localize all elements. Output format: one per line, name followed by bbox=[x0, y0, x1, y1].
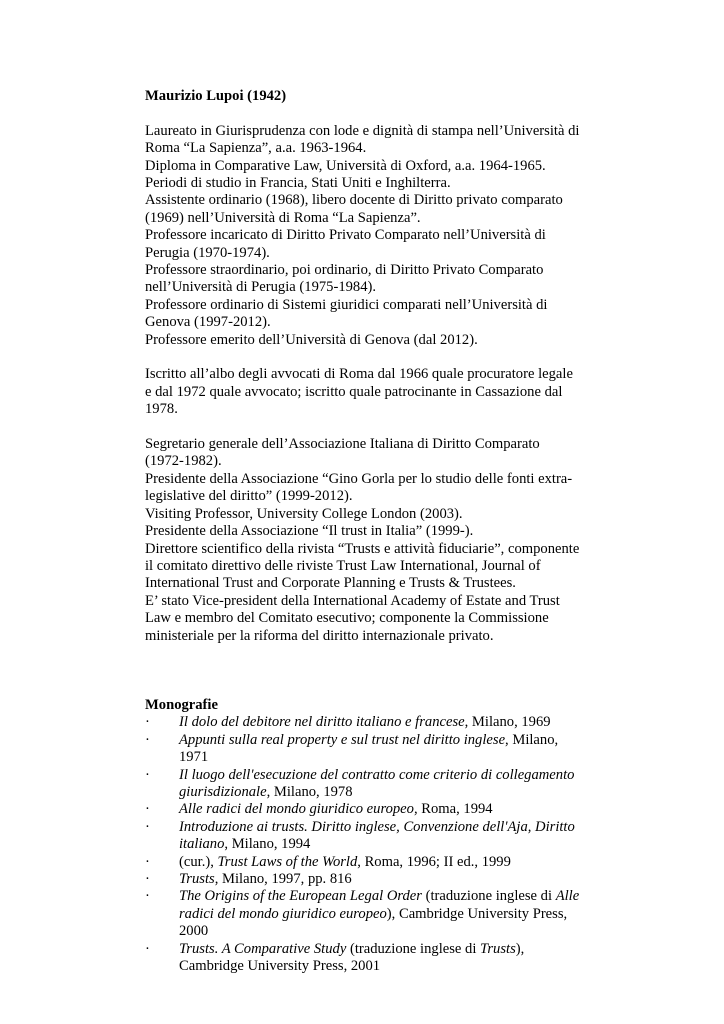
book-title: Trust Laws of the World bbox=[217, 853, 358, 870]
book-details: 1971 bbox=[179, 749, 209, 766]
list-item bbox=[145, 819, 595, 854]
education-career-paragraph bbox=[145, 123, 595, 349]
book-details: (traduzione inglese di bbox=[346, 940, 481, 957]
text-line: Presidente della Associazione “Il trust in Italia” (1999-). bbox=[145, 523, 474, 540]
text-line: Professore emerito dell’Università di Genova (dal 2012). bbox=[145, 331, 478, 348]
text-line: International Trust and Corporate Planning e Trusts & Trustees. bbox=[145, 575, 516, 592]
book-title: Alle bbox=[555, 888, 580, 905]
book-details: (traduzione inglese di bbox=[421, 888, 556, 905]
book-title: Il luogo dell'esecuzione del contratto come criterio di collegamento bbox=[179, 766, 575, 783]
text-line: Iscritto all’albo degli avvocati di Roma dal 1966 quale procuratore legale bbox=[145, 366, 573, 383]
bar-admission-paragraph bbox=[145, 366, 595, 418]
bullet-icon: · bbox=[145, 888, 150, 905]
text-line: Periodi di studio in Francia, Stati Uniti e Inghilterra. bbox=[145, 175, 451, 192]
book-details: , Roma, 1996; II ed., 1999 bbox=[357, 853, 511, 870]
text-line: Laureato in Giurisprudenza con lode e dignità di stampa nell’Università di bbox=[145, 122, 580, 139]
text-line: Genova (1997-2012). bbox=[145, 314, 271, 331]
book-details: , Milano, bbox=[505, 731, 559, 748]
bullet-icon: · bbox=[145, 940, 150, 957]
book-title: Trusts bbox=[179, 871, 215, 888]
text-line: Presidente della Associazione “Gino Gorla per lo studio delle fonti extra- bbox=[145, 470, 573, 487]
book-details: Cambridge University Press, 2001 bbox=[179, 958, 381, 975]
list-item bbox=[145, 767, 595, 802]
document-title: Maurizio Lupoi (1942) bbox=[145, 88, 287, 104]
text-line: Roma “La Sapienza”, a.a. 1963-1964. bbox=[145, 140, 367, 157]
text-line: Assistente ordinario (1968), libero docente di Diritto privato comparato bbox=[145, 192, 563, 209]
book-details: , Milano, 1969 bbox=[464, 714, 551, 731]
bullet-icon: · bbox=[145, 731, 150, 748]
document-page bbox=[145, 88, 595, 975]
list-item bbox=[145, 854, 595, 871]
bullet-icon: · bbox=[145, 801, 150, 818]
book-details: 2000 bbox=[179, 923, 209, 940]
book-title: Trusts. A Comparative Study bbox=[179, 940, 347, 957]
text-line: Professore straordinario, poi ordinario, di Diritto Privato Comparato bbox=[145, 262, 544, 279]
monografie-heading: Monografie bbox=[145, 696, 218, 713]
book-title: Il dolo del debitore nel diritto italiano e francese bbox=[179, 714, 465, 731]
text-line: nell’Università di Perugia (1975-1984). bbox=[145, 279, 377, 296]
book-title: The Origins of the European Legal Order bbox=[179, 888, 422, 905]
text-line: Perugia (1970-1974). bbox=[145, 244, 270, 261]
text-line: Direttore scientifico della rivista “Trusts e attività fiduciarie”, componente bbox=[145, 540, 580, 557]
book-title: Trusts bbox=[480, 940, 516, 957]
bullet-icon: · bbox=[145, 766, 150, 783]
book-prefix: (cur.), bbox=[179, 853, 218, 870]
book-details: , Milano, 1997, pp. 816 bbox=[214, 871, 352, 888]
book-details: , Milano, 1978 bbox=[266, 783, 353, 800]
text-line: Law e membro del Comitato esecutivo; componente la Commissione bbox=[145, 610, 549, 627]
book-title: Alle radici del mondo giuridico europeo bbox=[179, 801, 414, 818]
text-line: 1978. bbox=[145, 401, 178, 418]
text-line: legislative del diritto” (1999-2012). bbox=[145, 488, 353, 505]
book-title: giurisdizionale bbox=[179, 783, 267, 800]
text-line: (1969) nell’Università di Roma “La Sapienza”. bbox=[145, 209, 421, 226]
bullet-icon: · bbox=[145, 714, 150, 731]
list-item bbox=[145, 732, 595, 767]
bullet-icon: · bbox=[145, 818, 150, 835]
book-details: ), Cambridge University Press, bbox=[386, 905, 568, 922]
book-title: Introduzione ai trusts. Diritto inglese, Convenzione dell'Aja, Diritto bbox=[179, 818, 575, 835]
roles-paragraph bbox=[145, 436, 595, 645]
text-line: Segretario generale dell’Associazione Italiana di Diritto Comparato bbox=[145, 436, 540, 453]
text-line: Professore ordinario di Sistemi giuridici comparati nell’Università di bbox=[145, 296, 548, 313]
text-line: e dal 1972 quale avvocato; iscritto quale patrocinante in Cassazione dal bbox=[145, 383, 563, 400]
list-item bbox=[145, 888, 595, 940]
text-line: (1972-1982). bbox=[145, 453, 222, 470]
book-title: italiano bbox=[179, 836, 225, 853]
book-details: , Roma, 1994 bbox=[413, 801, 493, 818]
monografie-list bbox=[145, 714, 595, 975]
list-item bbox=[145, 801, 595, 818]
text-line: Diploma in Comparative Law, Università di Oxford, a.a. 1964-1965. bbox=[145, 157, 546, 174]
list-item bbox=[145, 871, 595, 888]
book-details: ), bbox=[515, 940, 525, 957]
text-line: Visiting Professor, University College London (2003). bbox=[145, 505, 463, 522]
text-line: Professore incaricato di Diritto Privato Comparato nell’Università di bbox=[145, 227, 546, 244]
list-item bbox=[145, 941, 595, 976]
book-details: , Milano, 1994 bbox=[224, 836, 311, 853]
text-line: E’ stato Vice-president della International Academy of Estate and Trust bbox=[145, 592, 560, 609]
list-item bbox=[145, 714, 595, 731]
book-title: radici del mondo giuridico europeo bbox=[179, 905, 387, 922]
text-line: il comitato direttivo delle riviste Trust Law International, Journal of bbox=[145, 557, 541, 574]
book-title: Appunti sulla real property e sul trust nel diritto inglese bbox=[179, 731, 506, 748]
bullet-icon: · bbox=[145, 853, 150, 870]
bullet-icon: · bbox=[145, 871, 150, 888]
text-line: ministeriale per la riforma del diritto internazionale privato. bbox=[145, 627, 494, 644]
